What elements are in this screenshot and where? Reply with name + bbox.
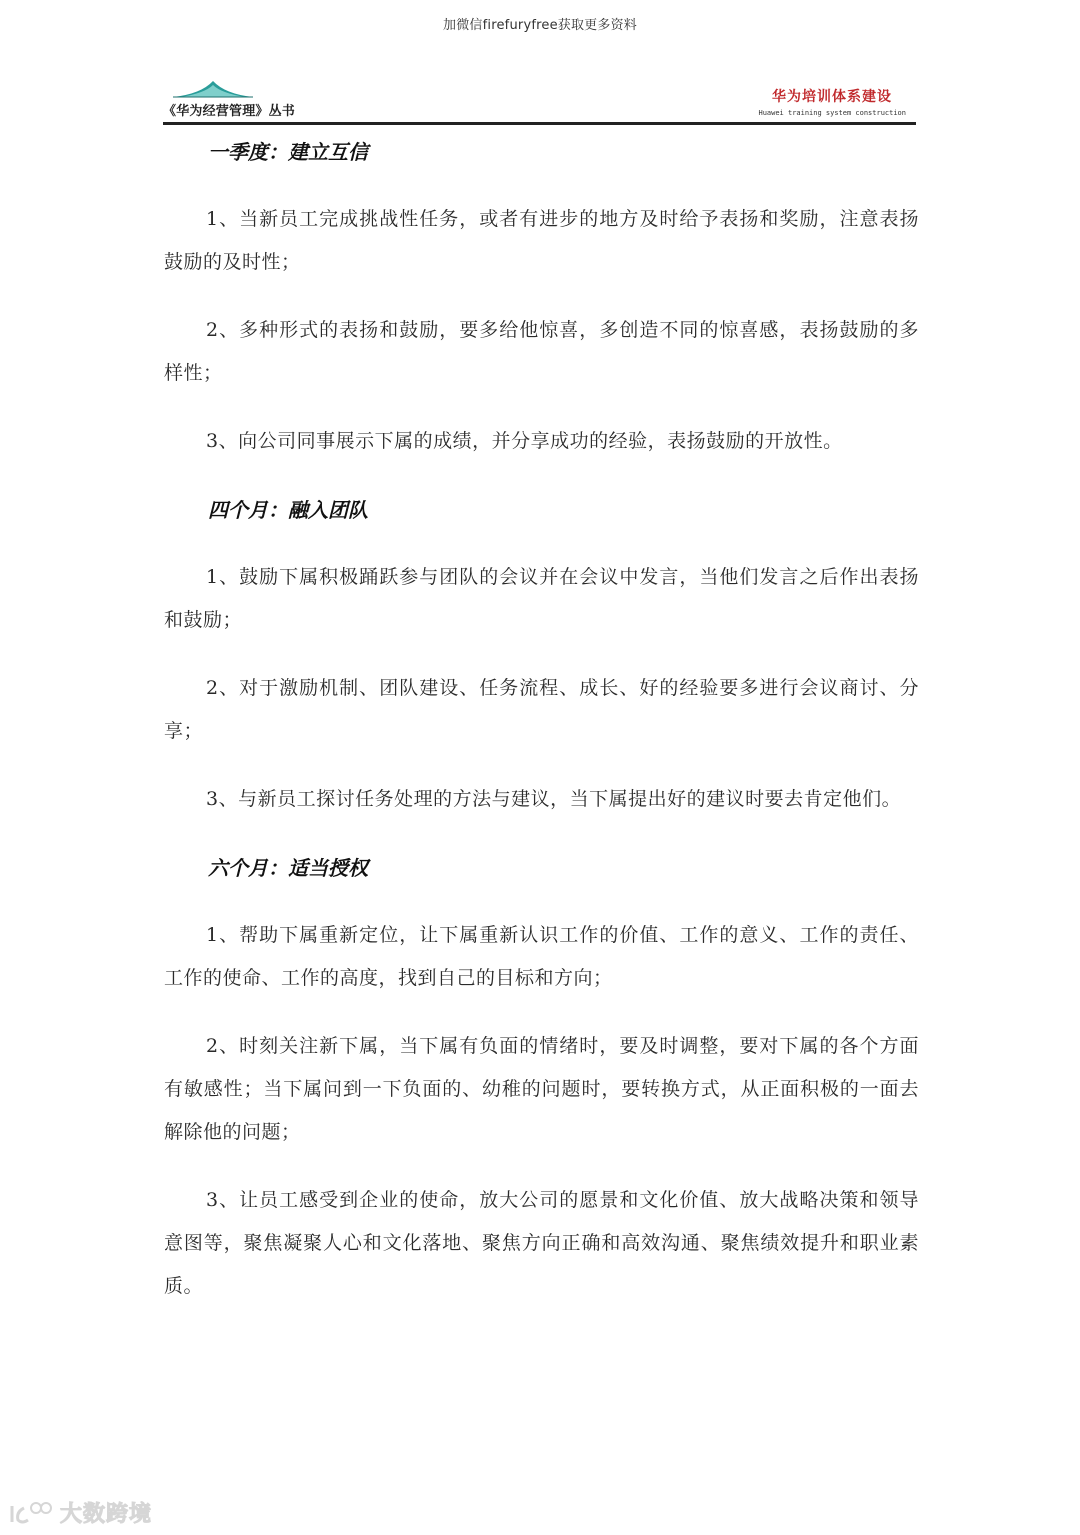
watermark-bottom-text: 大数跨境 bbox=[60, 1502, 153, 1527]
paragraph: 1、当新员工完成挑战性任务，或者有进步的地方及时给予表扬和奖励，注意表扬鼓励的及时性； bbox=[164, 208, 919, 273]
watermark-bottom bbox=[8, 1497, 152, 1528]
header-divider bbox=[163, 122, 916, 125]
paragraph: 3、向公司同事展示下属的成绩，并分享成功的经验，表扬鼓励的开放性。 bbox=[206, 430, 843, 452]
mountain-logo-icon bbox=[171, 78, 255, 98]
paragraph: 3、与新员工探讨任务处理的方法与建议，当下属提出好的建议时要去肯定他们。 bbox=[206, 788, 902, 810]
dashu-logo-icon bbox=[8, 1500, 54, 1526]
document-body bbox=[164, 130, 919, 1333]
brand-title-en: Huawei training system construction bbox=[758, 109, 906, 117]
series-title: 《华为经营管理》丛书 bbox=[163, 104, 296, 119]
section-title: 六个月：适当授权 bbox=[208, 856, 368, 880]
paragraph: 2、时刻关注新下属，当下属有负面的情绪时，要及时调整，要对下属的各个方面有敏感性；当下属问到一下负面的、幼稚的问题时，要转换方式，从正面积极的一面去解除他的问题； bbox=[164, 1035, 919, 1143]
page-header bbox=[163, 78, 916, 126]
section-title: 一季度：建立互信 bbox=[208, 140, 368, 164]
section-first-quarter bbox=[164, 130, 919, 463]
brand-title-cn: 华为培训体系建设 bbox=[772, 89, 892, 105]
paragraph: 1、鼓励下属积极踊跃参与团队的会议并在会议中发言，当他们发言之后作出表扬和鼓励； bbox=[164, 566, 919, 631]
section-six-months bbox=[164, 846, 919, 1308]
watermark-top-text: 加微信firefuryfree获取更多资料 bbox=[443, 18, 637, 33]
paragraph: 1、帮助下属重新定位，让下属重新认识工作的价值、工作的意义、工作的责任、工作的使命、工作的高度，找到自己的目标和方向； bbox=[164, 924, 919, 989]
section-four-months bbox=[164, 488, 919, 821]
section-title: 四个月：融入团队 bbox=[208, 498, 368, 522]
paragraph: 2、多种形式的表扬和鼓励，要多给他惊喜，多创造不同的惊喜感，表扬鼓励的多样性； bbox=[164, 319, 919, 384]
paragraph: 2、对于激励机制、团队建设、任务流程、成长、好的经验要多进行会议商讨、分享； bbox=[164, 677, 919, 742]
paragraph: 3、让员工感受到企业的使命，放大公司的愿景和文化价值、放大战略决策和领导意图等，聚焦凝聚人心和文化落地、聚焦方向正确和高效沟通、聚焦绩效提升和职业素质。 bbox=[164, 1189, 919, 1297]
